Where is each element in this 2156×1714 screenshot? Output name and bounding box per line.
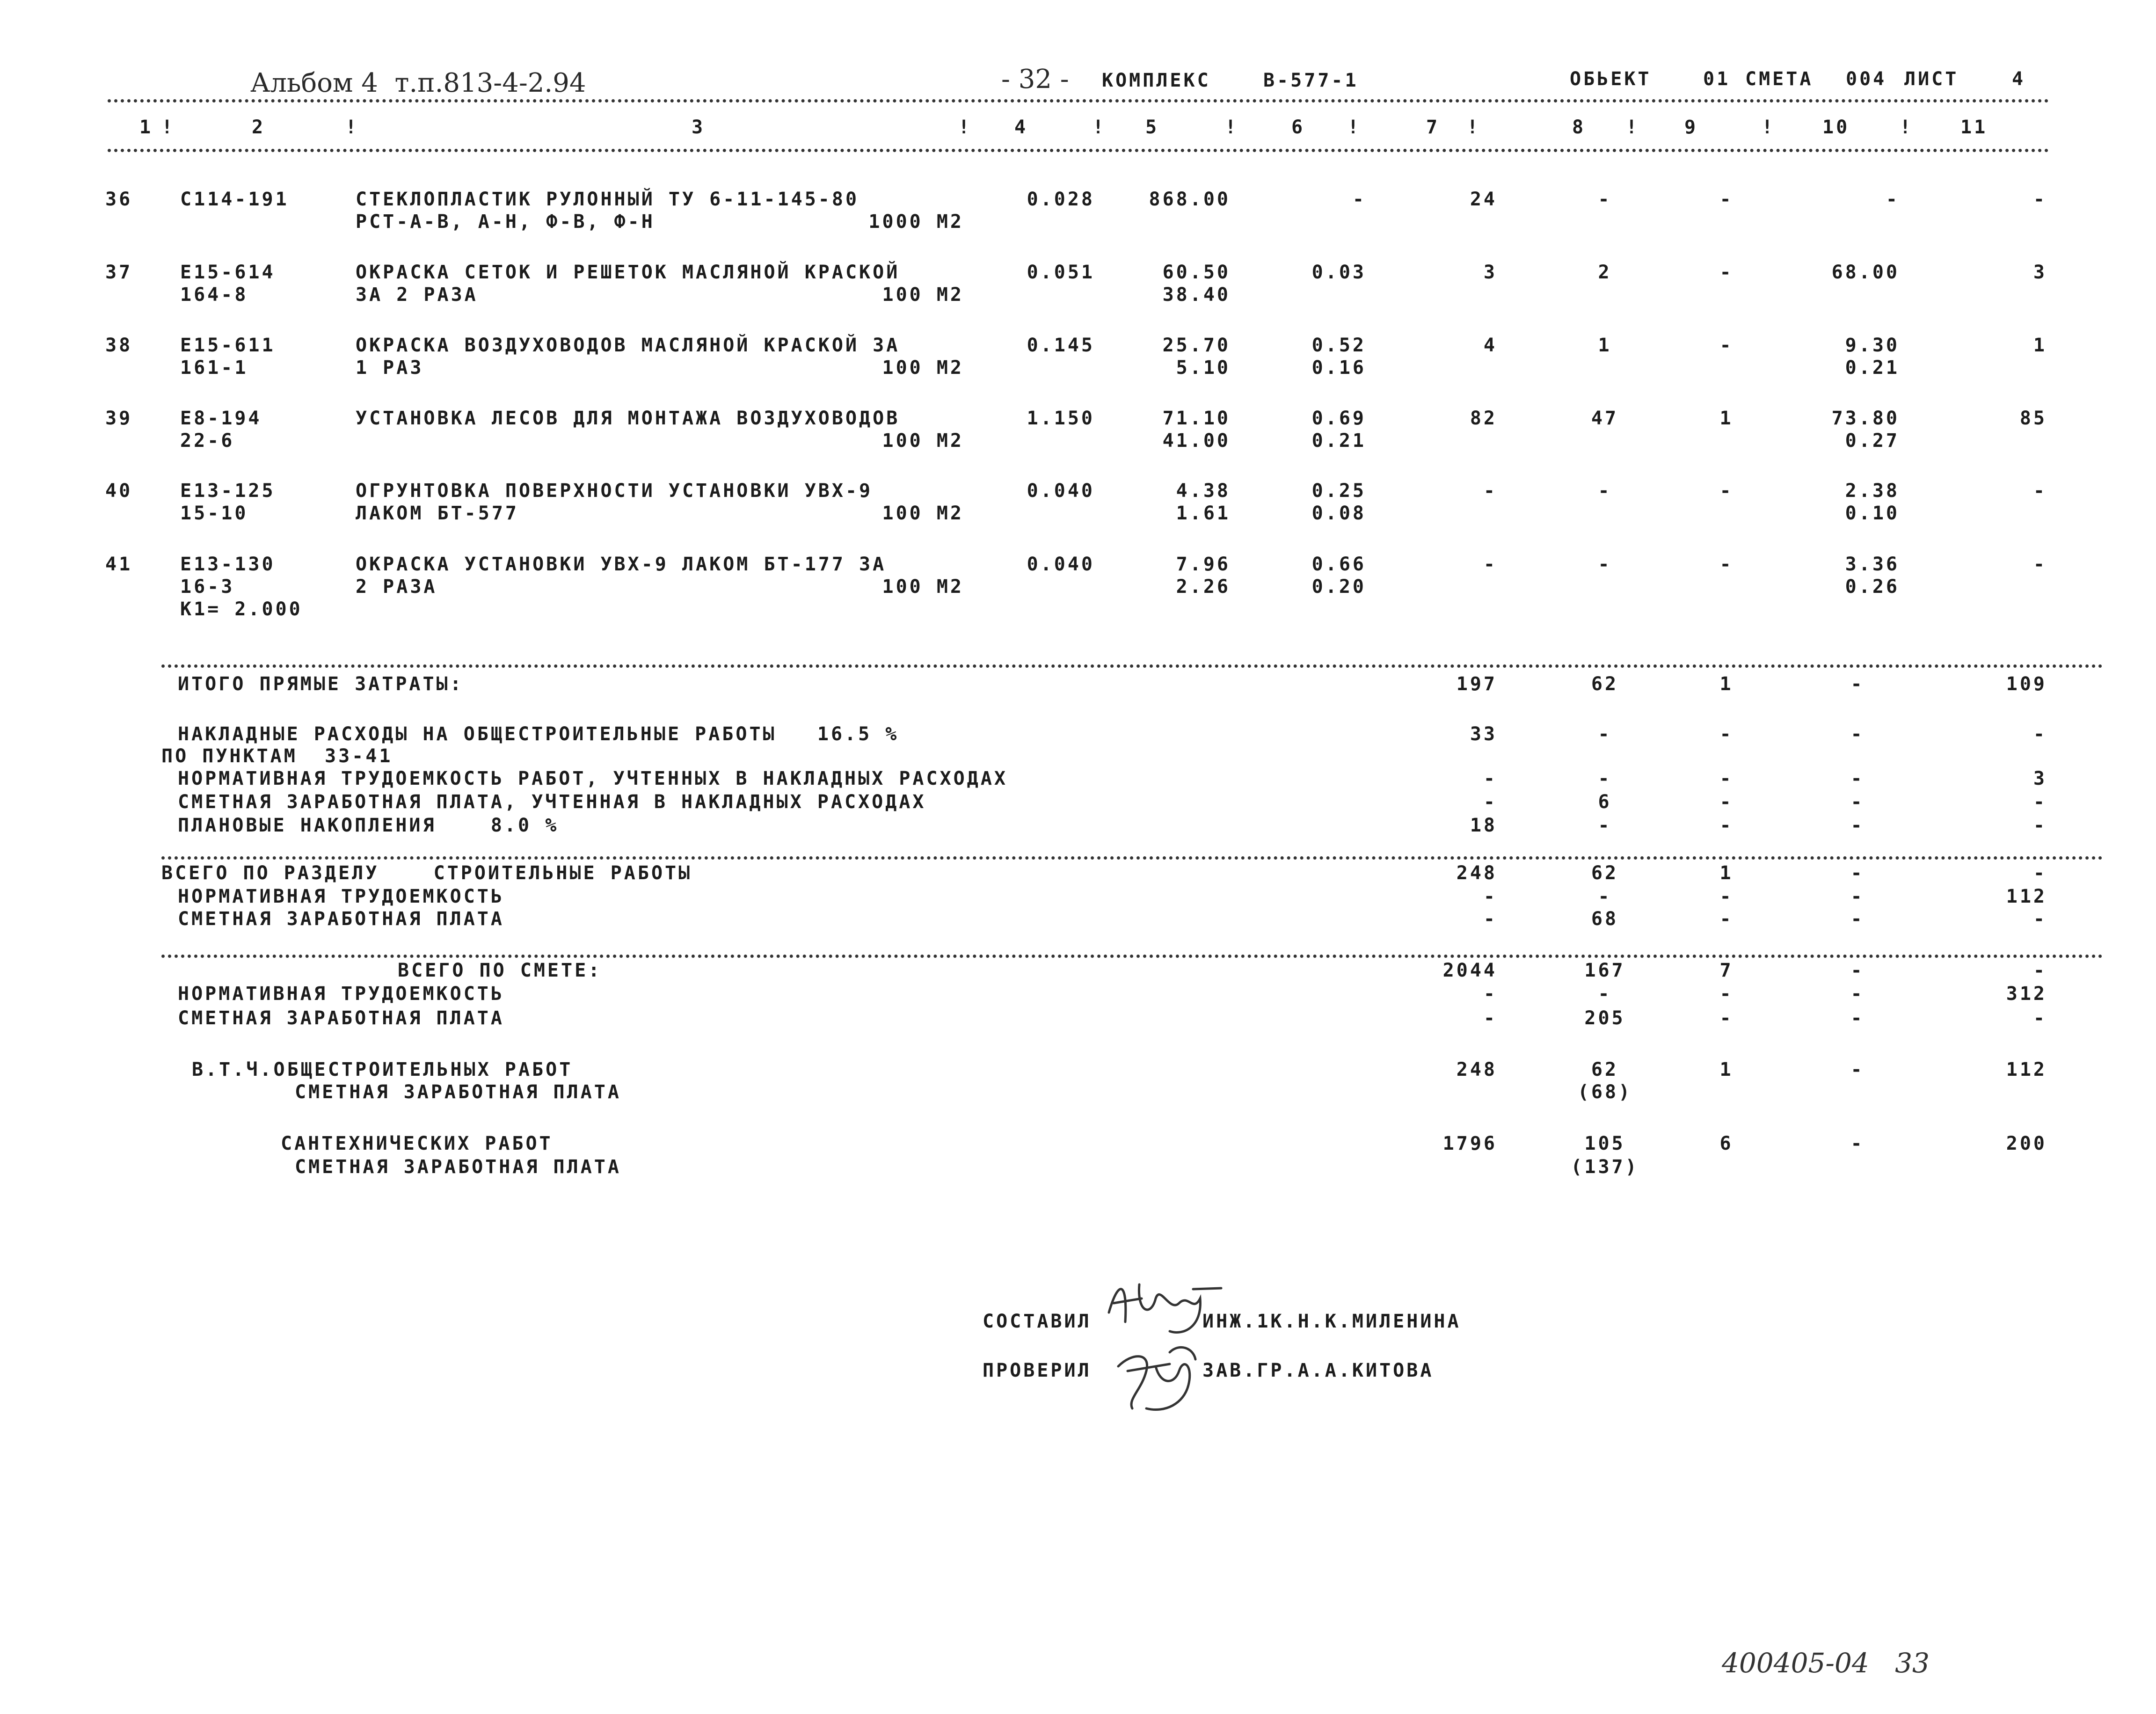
checked-signature [1100,1338,1212,1418]
cell-c8: 1 [1598,335,1612,356]
header-separator-bottom [108,149,2049,152]
summary-c7: 1796 [1442,1133,1497,1154]
cell-c6a: 0.03 [1311,262,1366,283]
cell-c4: 0.040 [1027,554,1095,575]
summary-label: СМЕТНАЯ ЗАРАБОТНАЯ ПЛАТА, УЧТЕННАЯ В НАКЛАДНЫХ РАСХОДАХ [178,791,926,813]
cell-c11: 3 [2033,262,2047,283]
summary-c7: 248 [1456,862,1497,884]
cell-c5a: 868.00 [1149,189,1231,210]
cell-c5a: 25.70 [1162,335,1231,356]
summary-c11: - [2033,791,2047,813]
column-divider: ! [1900,117,1914,138]
cell-c7: 24 [1470,189,1497,210]
page-number: - 32 - [1001,64,1069,95]
cell-c6a: 0.69 [1311,408,1366,429]
summary-label: СМЕТНАЯ ЗАРАБОТНАЯ ПЛАТА [178,1007,504,1029]
cell-c5a: 4.38 [1176,480,1231,502]
object-number: 01 [1703,68,1731,90]
summary-c9: 1 [1719,1059,1734,1080]
cell-unit: 100 М2 [882,284,964,306]
cell-n: 40 [105,480,133,502]
summary-label: ВСЕГО ПО СМЕТЕ: [398,960,602,981]
summary-c9: - [1719,768,1734,789]
cell-c7: - [1483,480,1497,502]
cell-c6b: 0.20 [1311,576,1366,598]
cell-c5b: 38.40 [1162,284,1231,306]
summary-c8: - [1598,723,1612,745]
cell-c10b: 0.10 [1845,503,1900,524]
summary-c10: - [1850,886,1865,907]
summary-c8: - [1598,815,1612,836]
cell-code2: 161-1 [180,357,248,379]
summary-label: НОРМАТИВНАЯ ТРУДОЕМКОСТЬ РАБОТ, УЧТЕННЫХ В НАКЛАДНЫХ РАСХОДАХ [178,768,1008,789]
cell-c7: 3 [1483,262,1497,283]
cell-n: 38 [105,335,133,356]
cell-c11: 1 [2033,335,2047,356]
column-number-6: 6 [1291,117,1305,138]
cell-c10a: 3.36 [1845,554,1900,575]
column-divider: ! [1626,117,1640,138]
column-divider: ! [1762,117,1776,138]
summary-c10: - [1850,960,1865,981]
summary-label: ИТОГО ПРЯМЫЕ ЗАТРАТЫ: [178,673,464,695]
cell-desc2: ЗА 2 РАЗА [356,284,478,306]
cell-code2: 22-6 [180,430,235,452]
summary-c7: - [1483,886,1497,907]
column-divider: ! [345,117,359,138]
summary-c9: 6 [1719,1133,1734,1154]
summary-c8: 205 [1584,1007,1625,1029]
summary-label: СМЕТНАЯ ЗАРАБОТНАЯ ПЛАТА [295,1156,621,1178]
cell-c8: 2 [1598,262,1612,283]
summary-c8: - [1598,983,1612,1005]
summary-c10: - [1850,983,1865,1005]
summary-c11: - [2033,815,2047,836]
cell-c10a: - [1886,189,1900,210]
cell-c9: - [1719,480,1734,502]
grand-total-separator [161,955,2103,958]
cell-c10b: 0.21 [1845,357,1900,379]
summary-c7: 197 [1456,673,1497,695]
summary-label: НОРМАТИВНАЯ ТРУДОЕМКОСТЬ [178,886,504,907]
summary-label: СМЕТНАЯ ЗАРАБОТНАЯ ПЛАТА [295,1081,621,1103]
cell-unit: 100 М2 [882,576,964,598]
complex-code: В-577-1 [1263,70,1359,91]
summary-c9: - [1719,791,1734,813]
summary-c11: - [2033,908,2047,930]
cell-c10b: 0.27 [1845,430,1900,452]
cell-c6a: 0.25 [1311,480,1366,502]
cell-code1: Е8-194 [180,408,262,429]
cell-n: 36 [105,189,133,210]
column-divider: ! [1225,117,1239,138]
summary-c10: - [1850,673,1865,695]
cell-code1: Е15-611 [180,335,276,356]
cell-code2: 164-8 [180,284,248,306]
summary-c8: 167 [1584,960,1625,981]
summary-c7: - [1483,791,1497,813]
checked-by-label: ПРОВЕРИЛ [983,1360,1092,1381]
summary-label: ПО ПУНКТАМ 33-41 [161,745,393,767]
cell-c5b: 1.61 [1176,503,1231,524]
cell-c8: - [1598,480,1612,502]
column-number-10: 10 [1822,117,1850,138]
cell-c4: 0.028 [1027,189,1095,210]
summary-c10: - [1850,791,1865,813]
checked-by-name: ЗАВ.ГР.А.А.КИТОВА [1202,1360,1434,1381]
summary-c8: (68) [1577,1081,1632,1103]
cell-c6a: 0.66 [1311,554,1366,575]
cell-desc2: РСТ-А-В, А-Н, Ф-В, Ф-Н [356,211,655,233]
cell-c10a: 9.30 [1845,335,1900,356]
cell-c10a: 2.38 [1845,480,1900,502]
cell-n: 41 [105,554,133,575]
summary-c8: 68 [1591,908,1619,930]
cell-c9: - [1719,554,1734,575]
column-divider: ! [958,117,972,138]
cell-desc2: ЛАКОМ БТ-577 [356,503,519,524]
cell-c4: 0.051 [1027,262,1095,283]
cell-c6b: 0.16 [1311,357,1366,379]
summary-c11: - [2033,960,2047,981]
column-number-7: 7 [1426,117,1440,138]
cell-c11: - [2033,480,2047,502]
summary-label: ПЛАНОВЫЕ НАКОПЛЕНИЯ 8.0 % [178,815,559,836]
compiled-by-label: СОСТАВИЛ [983,1311,1092,1332]
summary-c11: 312 [2006,983,2047,1005]
summary-c9: - [1719,723,1734,745]
column-divider: ! [1467,117,1481,138]
summary-c7: - [1483,1007,1497,1029]
cell-c5a: 7.96 [1176,554,1231,575]
cell-c5b: 41.00 [1162,430,1231,452]
cell-desc1: СТЕКЛОПЛАСТИК РУЛОННЫЙ ТУ 6-11-145-80 [356,189,859,210]
cell-c11: - [2033,189,2047,210]
cell-desc2: 1 РАЗ [356,357,424,379]
summary-c7: - [1483,768,1497,789]
column-divider: ! [161,117,175,138]
summary-c8: 62 [1591,862,1619,884]
summary-c10: - [1850,1133,1865,1154]
complex-label: КОМПЛЕКС [1102,70,1211,91]
summary-c10: - [1850,723,1865,745]
cell-c7: 4 [1483,335,1497,356]
summary-c8: (137) [1571,1156,1639,1178]
album-reference: Альбом 4 т.п.813-4-2.94 [250,68,586,98]
cell-c5b: 5.10 [1176,357,1231,379]
smeta-number: 004 [1846,68,1887,90]
summary-c9: 1 [1719,862,1734,884]
summary-c9: - [1719,983,1734,1005]
cell-n: 37 [105,262,133,283]
cell-c9: 1 [1719,408,1734,429]
cell-desc1: УСТАНОВКА ЛЕСОВ ДЛЯ МОНТАЖА ВОЗДУХОВОДОВ [356,408,900,429]
cell-code3: К1= 2.000 [180,598,303,620]
cell-c10b: 0.26 [1845,576,1900,598]
summary-label: В.Т.Ч.ОБЩЕСТРОИТЕЛЬНЫХ РАБОТ [192,1059,573,1080]
cell-c9: - [1719,335,1734,356]
column-number-4: 4 [1014,117,1028,138]
column-number-8: 8 [1572,117,1586,138]
summary-c7: 33 [1470,723,1497,745]
cell-c8: - [1598,554,1612,575]
column-number-2: 2 [252,117,266,138]
summary-c9: 7 [1719,960,1734,981]
summary-c11: 112 [2006,886,2047,907]
cell-c7: - [1483,554,1497,575]
summary-c10: - [1850,1007,1865,1029]
object-label: ОБЬЕКТ [1570,68,1652,90]
summary-c8: - [1598,768,1612,789]
column-number-11: 11 [1960,117,1988,138]
cell-code1: Е13-125 [180,480,276,502]
cell-code1: С114-191 [180,189,289,210]
summary-c10: - [1850,768,1865,789]
cell-c4: 0.145 [1027,335,1095,356]
summary-c10: - [1850,862,1865,884]
cell-c6b: 0.08 [1311,503,1366,524]
column-divider: ! [1348,117,1362,138]
summary-label: ВСЕГО ПО РАЗДЕЛУ СТРОИТЕЛЬНЫЕ РАБОТЫ [161,862,692,884]
cell-c8: 47 [1591,408,1619,429]
summary-c11: 112 [2006,1059,2047,1080]
summary-c9: - [1719,886,1734,907]
cell-c6b: 0.21 [1311,430,1366,452]
cell-c4: 1.150 [1027,408,1095,429]
cell-c4: 0.040 [1027,480,1095,502]
summary-label: СМЕТНАЯ ЗАРАБОТНАЯ ПЛАТА [178,908,504,930]
compiled-by-name: ИНЖ.1К.Н.К.МИЛЕНИНА [1202,1311,1461,1332]
smeta-label: СМЕТА [1745,68,1814,90]
summary-c9: - [1719,1007,1734,1029]
cell-c11: 85 [2019,408,2047,429]
cell-c5b: 2.26 [1176,576,1231,598]
summary-c7: - [1483,983,1497,1005]
summary-label: НОРМАТИВНАЯ ТРУДОЕМКОСТЬ [178,983,504,1005]
cell-c5a: 60.50 [1162,262,1231,283]
cell-desc1: ОГРУНТОВКА ПОВЕРХНОСТИ УСТАНОВКИ УВХ-9 [356,480,873,502]
cell-code1: Е13-130 [180,554,276,575]
summary-c11: 3 [2033,768,2047,789]
cell-unit: 100 М2 [882,503,964,524]
cell-desc1: ОКРАСКА СЕТОК И РЕШЕТОК МАСЛЯНОЙ КРАСКОЙ [356,262,900,283]
cell-c6a: - [1352,189,1366,210]
archive-stamp: 400405-04 33 [1722,1647,1930,1679]
column-number-5: 5 [1145,117,1159,138]
summary-c8: 62 [1591,1059,1619,1080]
sheet-label: ЛИСТ [1904,68,1959,90]
summary-c9: - [1719,908,1734,930]
summary-c11: 109 [2006,673,2047,695]
cell-c5a: 71.10 [1162,408,1231,429]
cell-desc1: ОКРАСКА ВОЗДУХОВОДОВ МАСЛЯНОЙ КРАСКОЙ ЗА [356,335,900,356]
cell-unit: 100 М2 [882,430,964,452]
summary-c8: 62 [1591,673,1619,695]
cell-code1: Е15-614 [180,262,276,283]
sheet-number: 4 [2012,68,2026,90]
summary-c11: 200 [2006,1133,2047,1154]
summary-c7: 2044 [1442,960,1497,981]
cell-c10a: 68.00 [1831,262,1900,283]
column-number-1: 1 [139,117,153,138]
column-divider: ! [1093,117,1107,138]
summary-c11: - [2033,862,2047,884]
cell-c9: - [1719,262,1734,283]
summary-c10: - [1850,1059,1865,1080]
summary-c8: 6 [1598,791,1612,813]
summary-label: НАКЛАДНЫЕ РАСХОДЫ НА ОБЩЕСТРОИТЕЛЬНЫЕ РАБОТЫ 16.5 % [178,723,899,745]
summary-label: САНТЕХНИЧЕСКИХ РАБОТ [281,1133,553,1154]
column-number-9: 9 [1684,117,1698,138]
cell-c8: - [1598,189,1612,210]
cell-c9: - [1719,189,1734,210]
summary-c10: - [1850,815,1865,836]
summary-c7: 18 [1470,815,1497,836]
summary-c10: - [1850,908,1865,930]
cell-code2: 15-10 [180,503,248,524]
summary-c8: - [1598,886,1612,907]
cell-unit: 1000 М2 [868,211,964,233]
section-total-separator [161,856,2103,860]
header-separator-top [108,99,2049,102]
cell-code2: 16-3 [180,576,235,598]
totals-separator [161,664,2103,668]
summary-c7: - [1483,908,1497,930]
column-number-3: 3 [692,117,706,138]
cell-desc2: 2 РАЗА [356,576,437,598]
summary-c11: - [2033,1007,2047,1029]
summary-c8: 105 [1584,1133,1625,1154]
summary-c9: 1 [1719,673,1734,695]
summary-c11: - [2033,723,2047,745]
cell-desc1: ОКРАСКА УСТАНОВКИ УВХ-9 ЛАКОМ БТ-177 ЗА [356,554,887,575]
summary-c9: - [1719,815,1734,836]
summary-c7: 248 [1456,1059,1497,1080]
cell-c7: 82 [1470,408,1497,429]
cell-unit: 100 М2 [882,357,964,379]
cell-c11: - [2033,554,2047,575]
cell-c10a: 73.80 [1831,408,1900,429]
cell-c6a: 0.52 [1311,335,1366,356]
cell-n: 39 [105,408,133,429]
